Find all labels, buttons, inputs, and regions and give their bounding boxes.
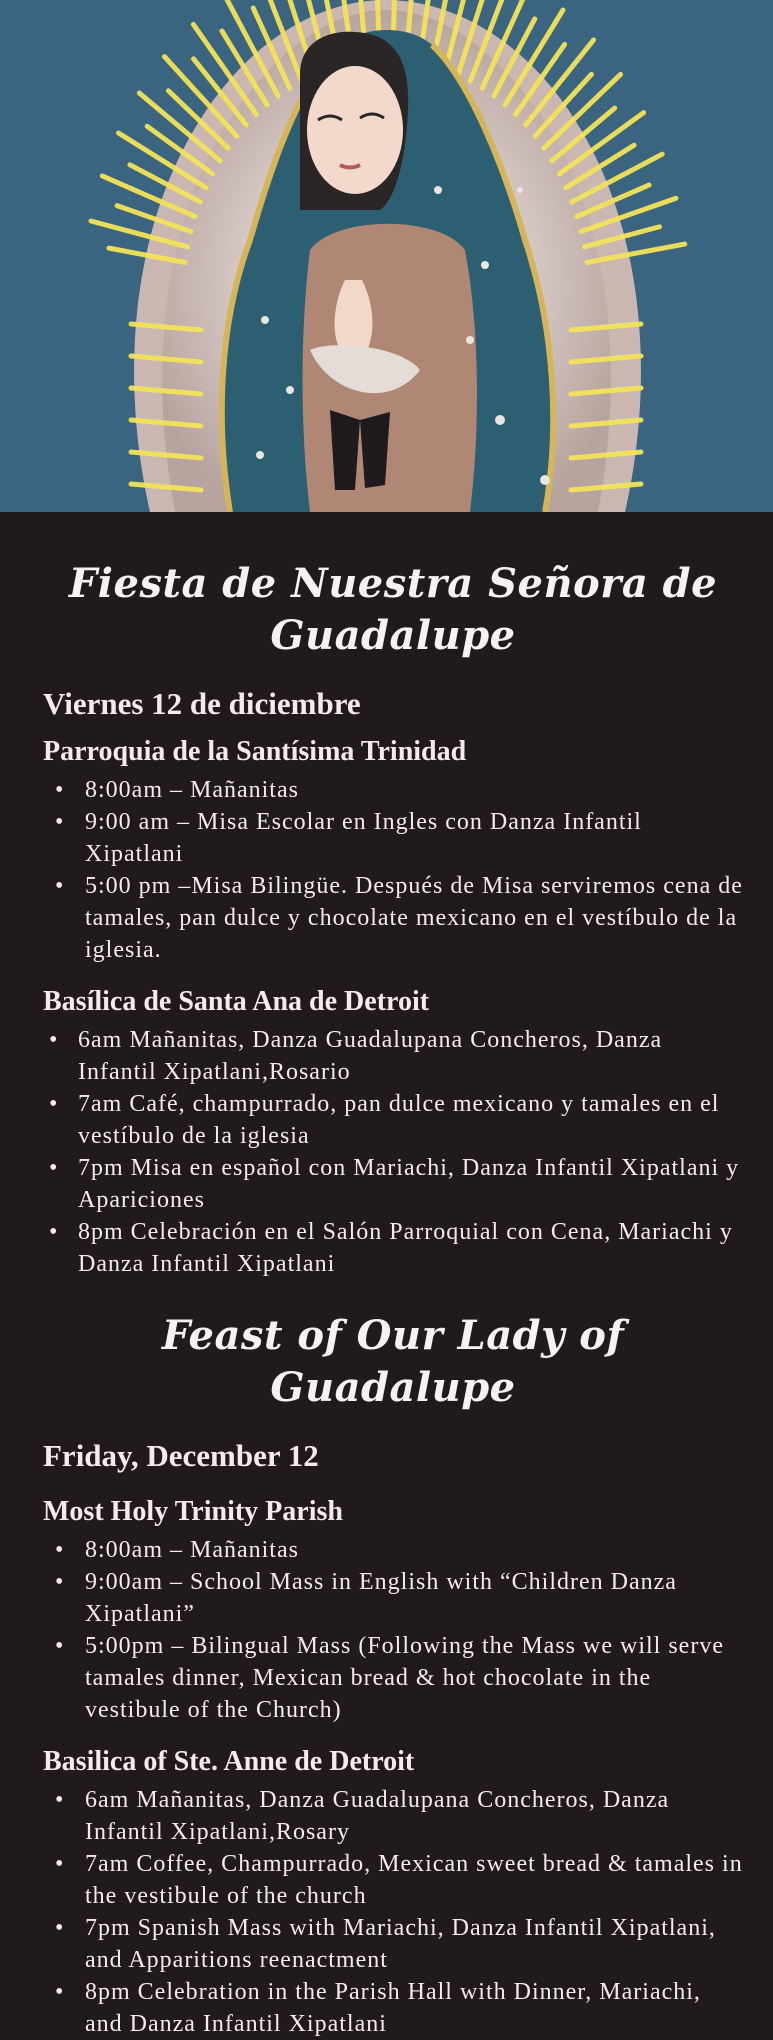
list-item: • 5:00pm – Bilingual Mass (Following the Mass we will serve tamales dinner, Mexican bread & hot chocolate in the vestibule of the Church) bbox=[43, 1630, 743, 1726]
parish-heading-trinidad: Parroquia de la Santísima Trinidad bbox=[43, 736, 467, 767]
schedule-list-most-holy-trinity bbox=[43, 1534, 743, 1726]
english-date: Friday, December 12 bbox=[43, 1438, 319, 1473]
spanish-date: Viernes 12 de diciembre bbox=[43, 686, 361, 721]
schedule-list-ste-anne bbox=[43, 1784, 743, 2040]
list-item: • 5:00 pm –Misa Bilingüe. Después de Misa serviremos cena de tamales, pan dulce y chocolate mexicano en el vestíbulo de la iglesia. bbox=[43, 870, 743, 966]
virgin-of-guadalupe-icon bbox=[0, 0, 773, 512]
list-item: • 8pm Celebration in the Parish Hall with Dinner, Mariachi, and Danza Infantil Xipatlani bbox=[43, 1976, 743, 2040]
list-item: • 9:00 am – Misa Escolar en Ingles con Danza Infantil Xipatlani bbox=[43, 806, 743, 870]
list-item: • 9:00am – School Mass in English with “Children Danza Xipatlani” bbox=[43, 1566, 743, 1630]
list-item: • 6am Mañanitas, Danza Guadalupana Concheros, Danza Infantil Xipatlani,Rosario bbox=[43, 1024, 743, 1088]
list-item: • 7am Café, champurrado, pan dulce mexicano y tamales en el vestíbulo de la iglesia bbox=[43, 1088, 743, 1152]
parish-heading-ste-anne: Basilica of Ste. Anne de Detroit bbox=[43, 1746, 415, 1777]
list-item: • 8pm Celebración en el Salón Parroquial con Cena, Mariachi y Danza Infantil Xipatlani bbox=[43, 1216, 743, 1280]
list-item: • 6am Mañanitas, Danza Guadalupana Concheros, Danza Infantil Xipatlani,Rosary bbox=[43, 1784, 743, 1848]
list-item: • 7pm Misa en español con Mariachi, Danza Infantil Xipatlani y Apariciones bbox=[43, 1152, 743, 1216]
parish-heading-santa-ana: Basílica de Santa Ana de Detroit bbox=[43, 986, 430, 1017]
list-item: • 8:00am – Mañanitas bbox=[43, 1534, 743, 1566]
english-section bbox=[43, 1310, 743, 2040]
schedule-list-santa-ana bbox=[43, 1024, 743, 1280]
list-item: • 7pm Spanish Mass with Mariachi, Danza Infantil Xipatlani, and Apparitions reenactment bbox=[43, 1912, 743, 1976]
list-item: • 7am Coffee, Champurrado, Mexican sweet bread & tamales in the vestibule of the church bbox=[43, 1848, 743, 1912]
spanish-section bbox=[43, 558, 743, 1280]
parish-heading-most-holy-trinity: Most Holy Trinity Parish bbox=[43, 1496, 343, 1527]
hero-illustration bbox=[0, 0, 773, 512]
spanish-feast-title: Fiesta de Nuestra Señora de Guadalupe bbox=[68, 560, 718, 659]
english-feast-title: Feast of Our Lady of Guadalupe bbox=[161, 1312, 625, 1411]
list-item: • 8:00am – Mañanitas bbox=[43, 774, 743, 806]
schedule-list-trinidad bbox=[43, 774, 743, 966]
